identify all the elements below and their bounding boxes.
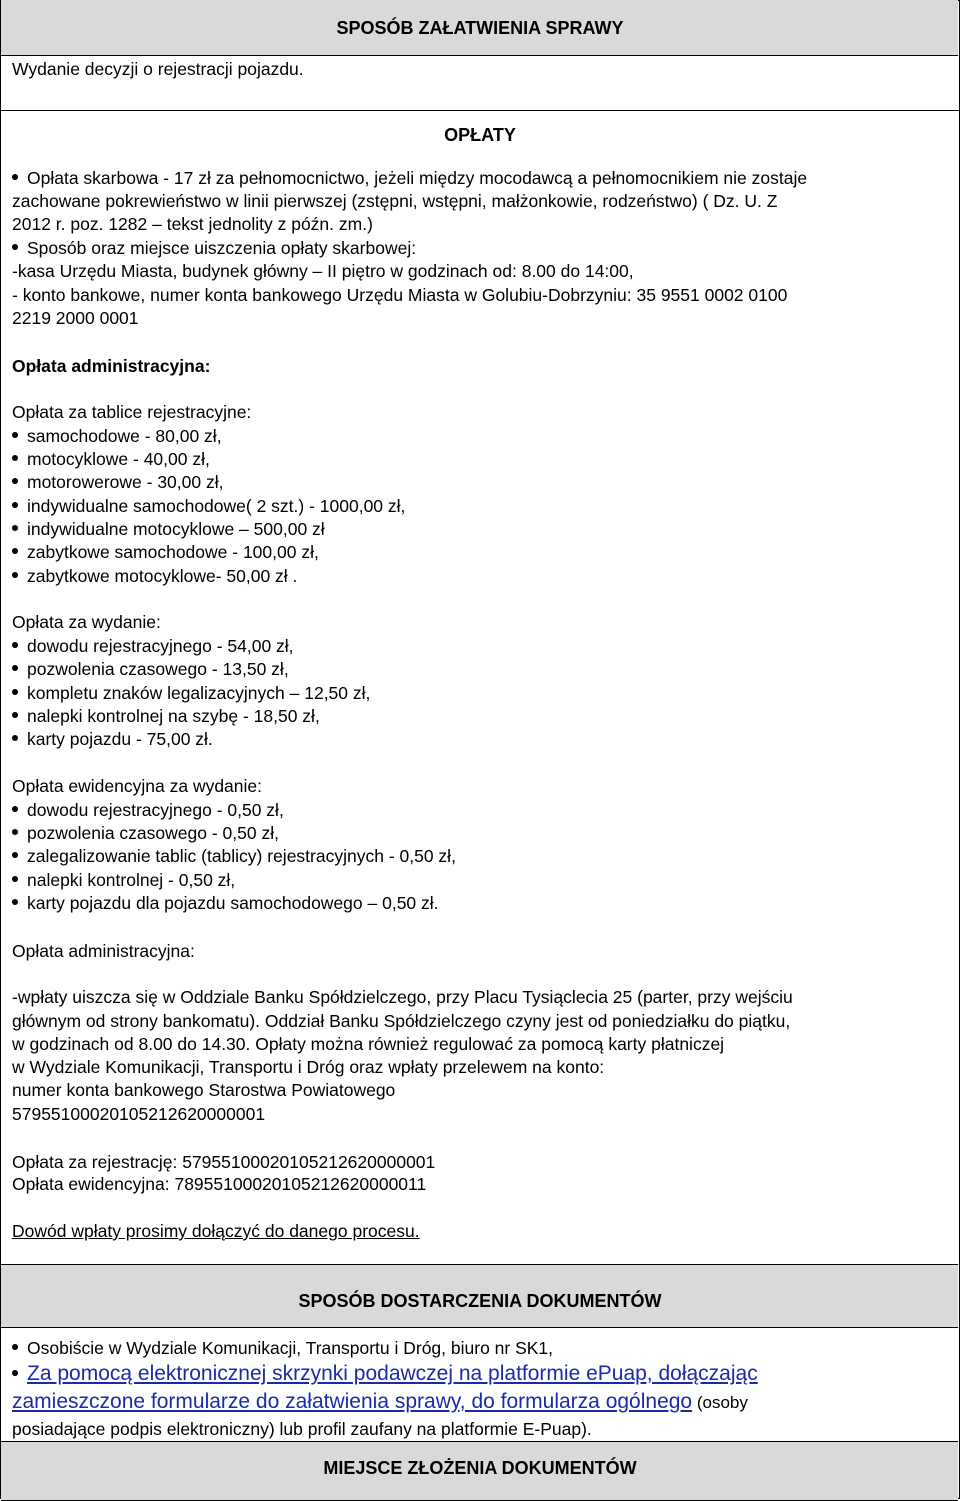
- tablice-item: indywidualne motocyklowe – 500,00 zł: [12, 518, 325, 540]
- wplaty-line: 57955100020105212620000001: [12, 1104, 266, 1124]
- wydanie-item: dowodu rejestracyjnego - 54,00 zł,: [12, 635, 294, 657]
- wplaty-line: głównym od strony bankomatu). Oddział Banku Spółdzielczego czyny jest od poniedziałku do piątku,: [12, 1011, 791, 1031]
- tablice-item: zabytkowe motocyklowe- 50,00 zł .: [12, 565, 297, 587]
- tablice-item: zabytkowe samochodowe - 100,00 zł,: [12, 541, 319, 563]
- dowod-wplaty-note: Dowód wpłaty prosimy dołączyć do danego procesu.: [12, 1221, 420, 1241]
- wplaty-line: w Wydziale Komunikacji, Transportu i Dróg oraz wpłaty przelewem na konto:: [12, 1057, 605, 1077]
- bullet-icon: [12, 712, 18, 718]
- bullet-icon: [12, 642, 18, 648]
- bullet-icon: [12, 1370, 18, 1376]
- konto-line-2: 2219 2000 0001: [12, 308, 139, 328]
- bullet-icon: [12, 572, 18, 578]
- bullet-icon: [12, 432, 18, 438]
- bullet-icon: [12, 829, 18, 835]
- bullet-icon: [12, 852, 18, 858]
- bullet-icon: [12, 689, 18, 695]
- bullet-icon: [12, 735, 18, 741]
- ewid-item: dowodu rejestracyjnego - 0,50 zł,: [12, 799, 284, 821]
- formularze-link[interactable]: zamieszczone formularze do załatwienia sprawy, do formularza ogólnego: [12, 1390, 693, 1413]
- bullet-icon: [12, 455, 18, 461]
- ewid-item: karty pojazdu dla pojazdu samochodowego – 0,50 zł.: [12, 892, 439, 914]
- bullet-icon: [12, 899, 18, 905]
- bullet-icon: [12, 665, 18, 671]
- bullet-skarbowa: Opłata skarbowa - 17 zł za pełnomocnictwo, jeżeli między mocodawcą a pełnomocnikiem nie zostaje: [12, 167, 807, 189]
- sposob-text: Wydanie decyzji o rejestracji pojazdu.: [12, 59, 304, 79]
- wydanie-item: pozwolenia czasowego - 13,50 zł,: [12, 658, 289, 680]
- admin-heading: Opłata administracyjna:: [12, 356, 211, 376]
- wplaty-line: w godzinach od 8.00 do 14.30. Opłaty można również regulować za pomocą karty płatniczej: [12, 1034, 725, 1054]
- wplaty-line: numer konta bankowego Starostwa Powiatowego: [12, 1080, 396, 1100]
- bullet-osobiscie: Osobiście w Wydziale Komunikacji, Transportu i Dróg, biuro nr SK1,: [12, 1337, 553, 1359]
- bullet-icon: [12, 525, 18, 531]
- admin2-heading: Opłata administracyjna:: [12, 941, 195, 961]
- epuap-line-2: zamieszczone formularze do załatwienia sprawy, do formularza ogólnego (osoby: [12, 1390, 748, 1413]
- bullet-icon: [12, 244, 18, 250]
- wplaty-line: -wpłaty uiszcza się w Oddziale Banku Spółdzielczego, przy Placu Tysiąclecia 25 (parter, przy wejściu: [12, 987, 793, 1007]
- bullet-icon: [12, 1344, 18, 1350]
- tablice-item: motocyklowe - 40,00 zł,: [12, 448, 210, 470]
- tablice-item: indywidualne samochodowe( 2 szt.) - 1000,00 zł,: [12, 495, 405, 517]
- bullet-icon: [12, 502, 18, 508]
- bullet-icon: [12, 876, 18, 882]
- heading-oplaty: OPŁATY: [444, 125, 516, 145]
- skarbowa-line-2: zachowane pokrewieństwo w linii pierwszej (zstępni, wstępni, małżonkowie, rodzeństwo) ( Dz. U. Z: [12, 191, 778, 211]
- bullet-icon: [12, 548, 18, 554]
- bullet-sposob-uiszczenia: Sposób oraz miejsce uiszczenia opłaty skarbowej:: [12, 237, 416, 259]
- heading-miejsce: MIEJSCE ZŁOŻENIA DOKUMENTÓW: [323, 1458, 637, 1478]
- epuap-link[interactable]: Za pomocą elektronicznej skrzynki podawczej na platformie ePuap, dołączając: [27, 1362, 758, 1385]
- heading-dostarczenia: SPOSÓB DOSTARCZENIA DOKUMENTÓW: [298, 1291, 662, 1311]
- tablice-heading: Opłata za tablice rejestracyjne:: [12, 402, 252, 422]
- bullet-icon: [12, 806, 18, 812]
- ewidencyjna-line: Opłata ewidencyjna: 78955100020105212620000011: [12, 1174, 427, 1194]
- heading-sposob: SPOSÓB ZAŁATWIENIA SPRAWY: [336, 18, 624, 38]
- wydanie-heading: Opłata za wydanie:: [12, 612, 161, 632]
- kasa-line: -kasa Urzędu Miasta, budynek główny – II piętro w godzinach od: 8.00 do 14:00,: [12, 261, 634, 281]
- bullet-epuap: [12, 1363, 758, 1385]
- ewid-item: pozwolenia czasowego - 0,50 zł,: [12, 822, 279, 844]
- bullet-icon: [12, 174, 18, 180]
- wydanie-item: kompletu znaków legalizacyjnych – 12,50 zł,: [12, 682, 370, 704]
- epuap-line-3: posiadające podpis elektroniczny) lub profil zaufany na platformie E-Puap).: [12, 1419, 592, 1439]
- bullet-icon: [12, 478, 18, 484]
- tablice-item: samochodowe - 80,00 zł,: [12, 425, 222, 447]
- ewid-item: zalegalizowanie tablic (tablicy) rejestracyjnych - 0,50 zł,: [12, 845, 456, 867]
- ewid-item: nalepki kontrolnej - 0,50 zł,: [12, 869, 235, 891]
- skarbowa-line-3: 2012 r. poz. 1282 – tekst jednolity z późn. zm.): [12, 214, 373, 234]
- rejestracja-line: Opłata za rejestrację: 57955100020105212620000001: [12, 1152, 436, 1172]
- ewid-heading: Opłata ewidencyjna za wydanie:: [12, 776, 263, 796]
- wydanie-item: karty pojazdu - 75,00 zł.: [12, 728, 213, 750]
- wydanie-item: nalepki kontrolnej na szybę - 18,50 zł,: [12, 705, 320, 727]
- divider: [0, 110, 960, 111]
- konto-line-1: - konto bankowe, numer konta bankowego Urzędu Miasta w Golubiu-Dobrzyniu: 35 9551 0002 0100: [12, 285, 788, 305]
- tablice-item: motorowerowe - 30,00 zł,: [12, 471, 223, 493]
